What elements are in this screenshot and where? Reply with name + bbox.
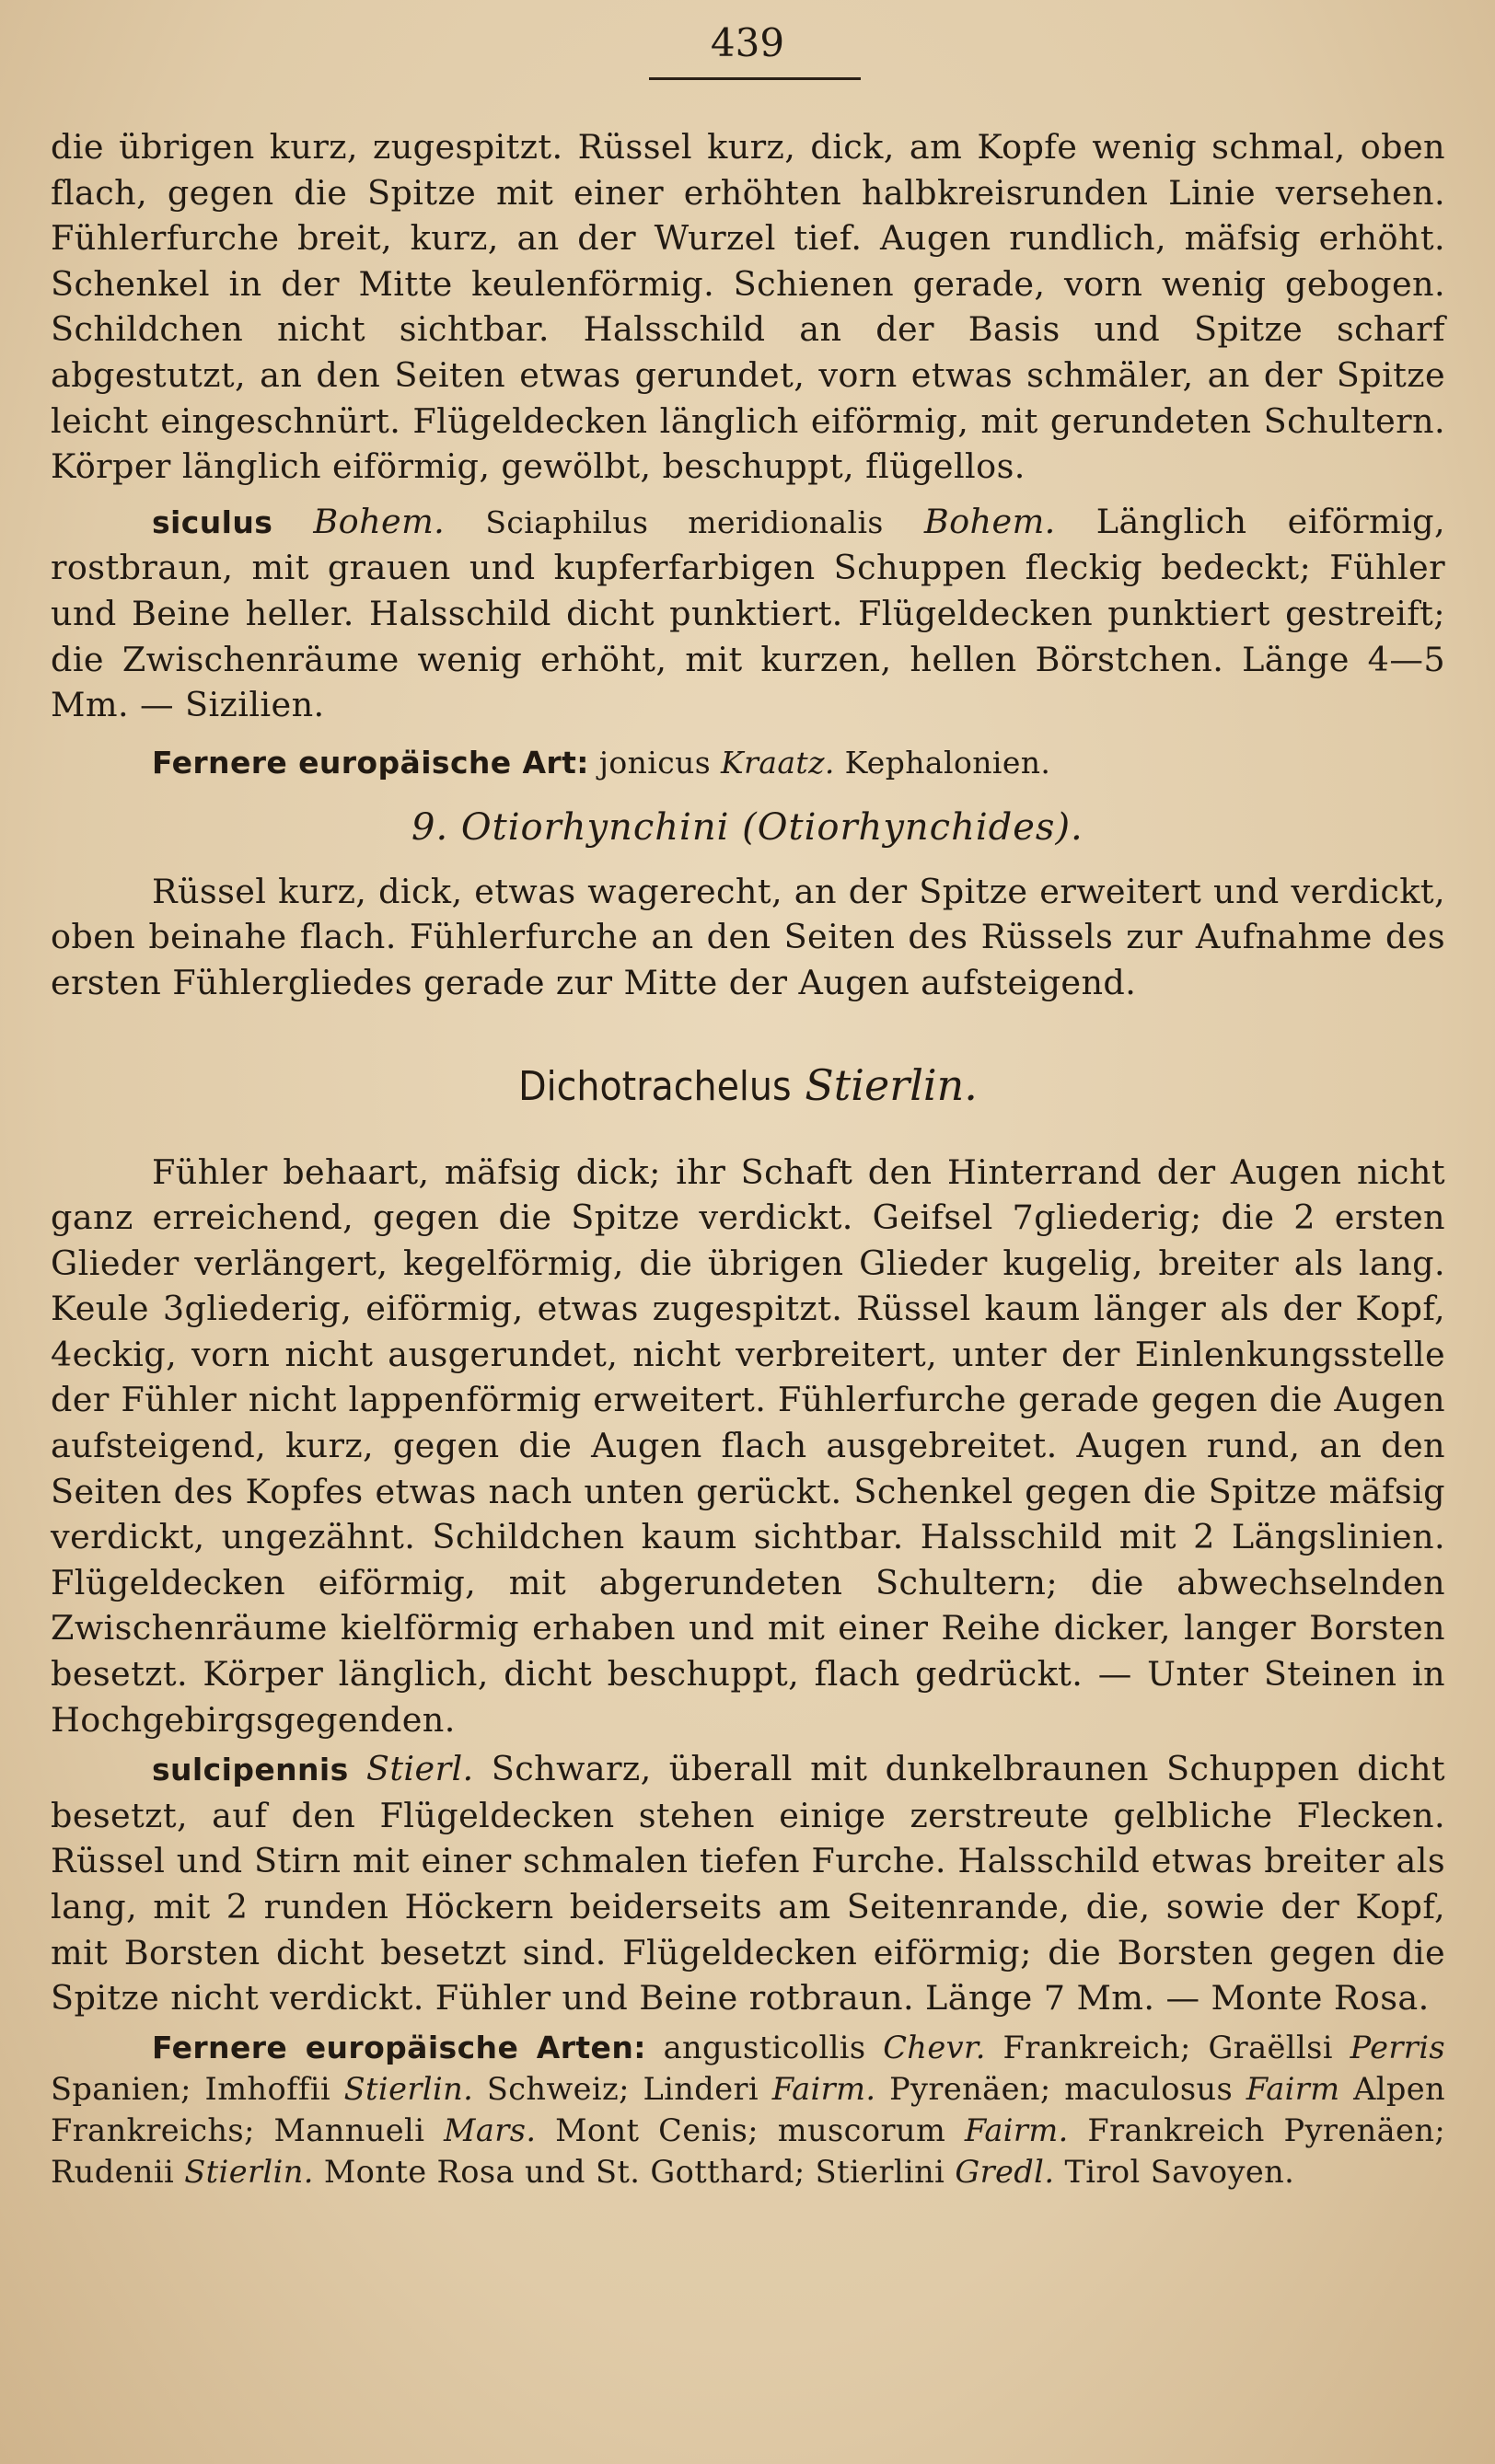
header-rule bbox=[649, 77, 861, 80]
further-item-2-species: Imhoffii bbox=[204, 2070, 331, 2107]
further-item-7-author: Stierlin. bbox=[184, 2153, 314, 2190]
further-species-label: Fernere europäische Arten: bbox=[152, 2029, 646, 2065]
further-item-8-species: Stierlini bbox=[815, 2153, 945, 2190]
further-item-5-locality: Mont Cenis; bbox=[555, 2111, 759, 2148]
genus-description: Fühler behaart, mäfsig dick; ihr Schaft den Hinterrand der Augen nicht ganz erreichend, gegen die Spitze verdickt. Geifsel 7gliederig; die 2 ersten Glieder verlängert, kegelförmig, die übrigen Glieder kugelig, breiter als lang. Keule 3gliederig, eiförmig, etwas zugespitzt. Rüssel kaum länger als der Kopf, 4eckig, vorn nicht ausgerundet, nicht verbreitert, unter der Einlenkungsstelle der Fühler nicht lappenförmig erweitert. Fühlerfurche gerade gegen die Augen aufsteigend, kurz, gegen die Augen flach ausgebreitet. Augen rund, an den Seiten des Kopfes etwas nach unten gerückt. Schenkel gegen die Spitze mäfsig verdickt, ungezähnt. Schildchen kaum sichtbar. Halsschild mit 2 Längslinien. Flügeldecken eiförmig, mit abgerundeten Schultern; die abwechselnden Zwischenräume kielförmig erhaben und mit einer Reihe dicker, langer Borsten besetzt. Körper länglich, dicht beschuppt, flach gedrückt. — Unter Steinen in Hochgebirgsgegenden. bbox=[51, 1151, 1445, 1740]
further-item-1-locality: Spanien; bbox=[51, 2070, 191, 2107]
intro-paragraph: die übrigen kurz, zugespitzt. Rüssel kurz, dick, am Kopfe wenig schmal, oben flach, gegen die Spitze mit einer erhöhten halbkreisrunden Linie versehen. Fühlerfurche breit, kurz, an der Wurzel tief. Augen rundlich, mäfsig erhöht. Schenkel in der Mitte keulenförmig. Schienen gerade, vorn wenig gebogen. Schildchen nicht sichtbar. Halsschild an der Basis und Spitze scharf abgestutzt, an den Seiten etwas gerundet, vorn etwas schmäler, an der Spitze leicht eingeschnürt. Flügeldecken länglich eiförmig, mit gerundeten Schultern. Körper länglich eiförmig, gewölbt, beschuppt, flügellos. bbox=[51, 127, 1445, 487]
species-name: siculus bbox=[152, 503, 273, 540]
further-item-4-locality: Alpen Frankreichs; bbox=[51, 2070, 1446, 2148]
further-item-8-author: Gredl. bbox=[955, 2153, 1055, 2190]
further-item-4-species: maculosus bbox=[1064, 2070, 1234, 2107]
species-entry-siculus bbox=[51, 499, 1445, 728]
further-item-6-species: muscorum bbox=[777, 2111, 946, 2148]
further-item-6-locality: Frankreich Pyrenäen; bbox=[1087, 2111, 1446, 2148]
species-author: Bohem. bbox=[313, 501, 446, 541]
further-species-entry bbox=[51, 741, 1445, 784]
genus-name: Dichotrachelus bbox=[518, 1062, 792, 1110]
further-item-0-locality: Frankreich; bbox=[1002, 2029, 1191, 2065]
further-item-2-locality: Schweiz; bbox=[486, 2070, 630, 2107]
genus-heading bbox=[51, 1058, 1445, 1115]
further-item-7-locality: Monte Rosa und St. Gotthard; bbox=[323, 2153, 805, 2190]
further-item-1-species: Graëllsi bbox=[1208, 2029, 1333, 2065]
further-item-7-species: Rudenii bbox=[51, 2153, 175, 2190]
further-species-list bbox=[51, 2027, 1445, 2192]
further-item-3-locality: Pyrenäen; bbox=[889, 2070, 1051, 2107]
synonym-author: Bohem. bbox=[923, 501, 1056, 541]
species-author: Stierl. bbox=[365, 1749, 474, 1789]
section-heading: 9. Otiorhynchini (Otiorhynchides). bbox=[411, 805, 1084, 849]
species-description: Länglich eiförmig, rostbraun, mit grauen und kupferfarbigen Schuppen fleckig bedeckt; Fühler und Beine heller. Halsschild dicht punktiert. Flügeldecken punktiert gestreift; die Zwischenräume wenig erhöht, mit kurzen, hellen Börstchen. Länge 4—5 Mm. — Sizilien. bbox=[51, 501, 1446, 725]
species-entry-sulcipennis bbox=[51, 1746, 1445, 2021]
species-synonym: Sciaphilus meridionalis bbox=[485, 503, 884, 540]
page-content bbox=[51, 124, 1445, 2192]
further-item-3-author: Fairm. bbox=[771, 2070, 876, 2107]
further-item-6-author: Fairm. bbox=[964, 2111, 1069, 2148]
page-number: 439 bbox=[710, 20, 785, 65]
section-description: Rüssel kurz, dick, etwas wagerecht, an der Spitze erweitert und verdickt, oben beinahe flach. Fühlerfurche an den Seiten des Rüssels zur Aufnahme des ersten Fühlergliedes gerade zur Mitte der Augen aufsteigend. bbox=[51, 871, 1445, 1002]
further-item-0-author: Chevr. bbox=[883, 2029, 986, 2065]
further-species-name: jonicus bbox=[598, 744, 712, 781]
further-item-5-species: Mannueli bbox=[273, 2111, 425, 2148]
further-item-5-author: Mars. bbox=[444, 2111, 537, 2148]
further-item-1-author: Perris bbox=[1350, 2029, 1446, 2065]
further-item-8-locality: Tirol Savoyen. bbox=[1064, 2153, 1295, 2190]
further-item-2-author: Stierlin. bbox=[343, 2070, 474, 2107]
further-species-block bbox=[51, 2027, 1445, 2192]
species-description: Schwarz, überall mit dunkelbraunen Schuppen dicht besetzt, auf den Flügeldecken stehen einige zerstreute gelbliche Flecken. Rüssel und Stirn mit einer schmalen tiefen Furche. Halsschild etwas breiter als lang, mit 2 runden Höckern beiderseits am Seitenrande, die, sowie der Kopf, mit Borsten dicht besetzt sind. Flügeldecken eiförmig; die Borsten gegen die Spitze nicht verdickt. Fühler und Beine rotbraun. Länge 7 Mm. — Monte Rosa. bbox=[51, 1749, 1445, 2019]
further-item-4-author: Fairm bbox=[1246, 2070, 1340, 2107]
further-species-label: Fernere europäische Art: bbox=[152, 744, 589, 781]
genus-author: Stierlin. bbox=[805, 1059, 978, 1110]
further-species-author: Kraatz. bbox=[721, 744, 835, 781]
further-item-0-species: angusticollis bbox=[663, 2029, 866, 2065]
further-item-3-species: Linderi bbox=[643, 2070, 759, 2107]
further-species-locality: Kephalonien. bbox=[844, 744, 1051, 781]
species-name: sulcipennis bbox=[152, 1752, 349, 1788]
